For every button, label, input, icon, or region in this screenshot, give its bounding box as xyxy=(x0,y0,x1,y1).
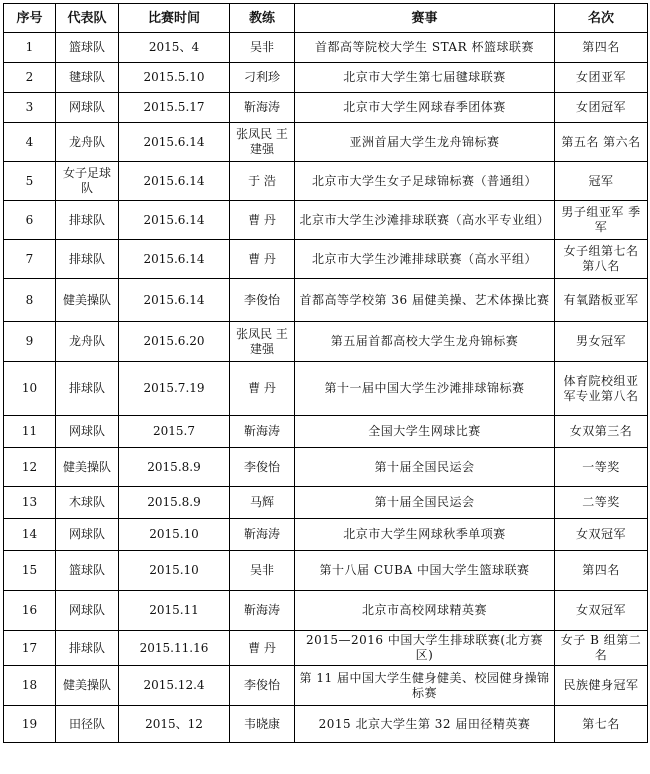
cell-event: 首都高等院校大学生 STAR 杯篮球联赛 xyxy=(295,33,555,63)
cell-index: 6 xyxy=(4,201,56,240)
cell-date: 2015.11.16 xyxy=(119,631,230,666)
header-date: 比赛时间 xyxy=(119,4,230,33)
cell-coach: 刁利珍 xyxy=(230,63,295,93)
cell-event: 首都高等学校第 36 届健美操、艺术体操比赛 xyxy=(295,279,555,322)
table-row xyxy=(4,666,648,706)
cell-team: 田径队 xyxy=(56,706,119,743)
cell-index: 12 xyxy=(4,448,56,487)
cell-event: 第 11 届中国大学生健身健美、校园健身操锦标赛 xyxy=(295,666,555,706)
cell-event: 全国大学生网球比赛 xyxy=(295,416,555,448)
table-row xyxy=(4,416,648,448)
cell-event: 第十届全国民运会 xyxy=(295,448,555,487)
cell-rank: 第五名 第六名 xyxy=(555,123,648,162)
cell-index: 1 xyxy=(4,33,56,63)
cell-index: 16 xyxy=(4,591,56,631)
cell-index: 8 xyxy=(4,279,56,322)
cell-team: 排球队 xyxy=(56,201,119,240)
table-row xyxy=(4,93,648,123)
cell-team: 排球队 xyxy=(56,631,119,666)
table-row xyxy=(4,487,648,519)
table-row xyxy=(4,240,648,279)
cell-index: 19 xyxy=(4,706,56,743)
table-row xyxy=(4,201,648,240)
cell-team: 网球队 xyxy=(56,93,119,123)
cell-date: 2015.5.10 xyxy=(119,63,230,93)
cell-team: 排球队 xyxy=(56,362,119,416)
cell-date: 2015.6.14 xyxy=(119,162,230,201)
cell-date: 2015.10 xyxy=(119,519,230,551)
cell-team: 女子足球队 xyxy=(56,162,119,201)
cell-event: 2015 北京大学生第 32 届田径精英赛 xyxy=(295,706,555,743)
cell-coach: 靳海涛 xyxy=(230,519,295,551)
cell-index: 11 xyxy=(4,416,56,448)
cell-event: 北京市大学生沙滩排球联赛（高水平专业组） xyxy=(295,201,555,240)
cell-coach: 靳海涛 xyxy=(230,591,295,631)
cell-team: 健美操队 xyxy=(56,666,119,706)
cell-coach: 靳海涛 xyxy=(230,93,295,123)
cell-date: 2015、4 xyxy=(119,33,230,63)
cell-date: 2015、12 xyxy=(119,706,230,743)
cell-date: 2015.6.14 xyxy=(119,123,230,162)
cell-team: 木球队 xyxy=(56,487,119,519)
cell-team: 龙舟队 xyxy=(56,322,119,362)
table-row xyxy=(4,362,648,416)
header-rank: 名次 xyxy=(555,4,648,33)
cell-rank: 女双冠军 xyxy=(555,591,648,631)
table-row xyxy=(4,162,648,201)
cell-rank: 民族健身冠军 xyxy=(555,666,648,706)
cell-event: 北京市大学生网球秋季单项赛 xyxy=(295,519,555,551)
cell-rank: 第七名 xyxy=(555,706,648,743)
table-row xyxy=(4,123,648,162)
table-row xyxy=(4,551,648,591)
cell-coach: 李俊怡 xyxy=(230,448,295,487)
cell-coach: 马辉 xyxy=(230,487,295,519)
cell-coach: 韦晓康 xyxy=(230,706,295,743)
cell-date: 2015.12.4 xyxy=(119,666,230,706)
cell-date: 2015.11 xyxy=(119,591,230,631)
cell-date: 2015.6.14 xyxy=(119,240,230,279)
cell-team: 篮球队 xyxy=(56,33,119,63)
cell-coach: 吴非 xyxy=(230,551,295,591)
cell-date: 2015.6.14 xyxy=(119,279,230,322)
cell-rank: 男子组亚军 季军 xyxy=(555,201,648,240)
cell-index: 13 xyxy=(4,487,56,519)
cell-team: 网球队 xyxy=(56,519,119,551)
cell-team: 网球队 xyxy=(56,416,119,448)
cell-team: 排球队 xyxy=(56,240,119,279)
table-row xyxy=(4,519,648,551)
table-row xyxy=(4,33,648,63)
awards-table xyxy=(3,3,648,743)
cell-date: 2015.6.20 xyxy=(119,322,230,362)
cell-event: 北京市高校网球精英赛 xyxy=(295,591,555,631)
cell-index: 15 xyxy=(4,551,56,591)
cell-team: 健美操队 xyxy=(56,279,119,322)
cell-date: 2015.10 xyxy=(119,551,230,591)
cell-rank: 冠军 xyxy=(555,162,648,201)
cell-coach: 张凤民 王建强 xyxy=(230,123,295,162)
cell-coach: 曹 丹 xyxy=(230,201,295,240)
cell-team: 毽球队 xyxy=(56,63,119,93)
cell-coach: 李俊怡 xyxy=(230,666,295,706)
header-row xyxy=(4,4,648,33)
cell-event: 2015—2016 中国大学生排球联赛(北方赛区) xyxy=(295,631,555,666)
cell-index: 17 xyxy=(4,631,56,666)
cell-event: 第五届首都高校大学生龙舟锦标赛 xyxy=(295,322,555,362)
header-coach: 教练 xyxy=(230,4,295,33)
cell-date: 2015.7.19 xyxy=(119,362,230,416)
cell-rank: 女双第三名 xyxy=(555,416,648,448)
cell-event: 北京市大学生网球春季团体赛 xyxy=(295,93,555,123)
cell-rank: 二等奖 xyxy=(555,487,648,519)
cell-coach: 曹 丹 xyxy=(230,240,295,279)
cell-rank: 女子 B 组第二名 xyxy=(555,631,648,666)
header-index: 序号 xyxy=(4,4,56,33)
cell-coach: 曹 丹 xyxy=(230,631,295,666)
cell-event: 第十八届 CUBA 中国大学生篮球联赛 xyxy=(295,551,555,591)
cell-event: 第十一届中国大学生沙滩排球锦标赛 xyxy=(295,362,555,416)
cell-rank: 有氧踏板亚军 xyxy=(555,279,648,322)
cell-index: 18 xyxy=(4,666,56,706)
table-row xyxy=(4,706,648,743)
cell-event: 北京市大学生沙滩排球联赛（高水平组） xyxy=(295,240,555,279)
cell-index: 3 xyxy=(4,93,56,123)
cell-event: 北京市大学生第七届毽球联赛 xyxy=(295,63,555,93)
cell-event: 北京市大学生女子足球锦标赛（普通组） xyxy=(295,162,555,201)
table-row xyxy=(4,63,648,93)
header-team: 代表队 xyxy=(56,4,119,33)
table-row xyxy=(4,279,648,322)
cell-rank: 体育院校组亚军专业第八名 xyxy=(555,362,648,416)
cell-date: 2015.7 xyxy=(119,416,230,448)
cell-rank: 女子组第七名 第八名 xyxy=(555,240,648,279)
cell-rank: 一等奖 xyxy=(555,448,648,487)
cell-event: 第十届全国民运会 xyxy=(295,487,555,519)
cell-rank: 第四名 xyxy=(555,551,648,591)
cell-rank: 男女冠军 xyxy=(555,322,648,362)
cell-rank: 女双冠军 xyxy=(555,519,648,551)
cell-index: 10 xyxy=(4,362,56,416)
cell-index: 5 xyxy=(4,162,56,201)
cell-date: 2015.8.9 xyxy=(119,448,230,487)
cell-team: 龙舟队 xyxy=(56,123,119,162)
cell-index: 7 xyxy=(4,240,56,279)
cell-coach: 李俊怡 xyxy=(230,279,295,322)
cell-index: 4 xyxy=(4,123,56,162)
cell-index: 2 xyxy=(4,63,56,93)
cell-date: 2015.8.9 xyxy=(119,487,230,519)
cell-index: 14 xyxy=(4,519,56,551)
table-row xyxy=(4,631,648,666)
cell-coach: 张凤民 王建强 xyxy=(230,322,295,362)
cell-rank: 女团亚军 xyxy=(555,63,648,93)
header-event: 赛事 xyxy=(295,4,555,33)
cell-coach: 靳海涛 xyxy=(230,416,295,448)
table-row xyxy=(4,448,648,487)
cell-date: 2015.5.17 xyxy=(119,93,230,123)
cell-rank: 女团冠军 xyxy=(555,93,648,123)
table-row xyxy=(4,591,648,631)
cell-team: 健美操队 xyxy=(56,448,119,487)
cell-team: 篮球队 xyxy=(56,551,119,591)
cell-rank: 第四名 xyxy=(555,33,648,63)
cell-coach: 曹 丹 xyxy=(230,362,295,416)
cell-index: 9 xyxy=(4,322,56,362)
table-body xyxy=(4,33,648,743)
cell-event: 亚洲首届大学生龙舟锦标赛 xyxy=(295,123,555,162)
table-row xyxy=(4,322,648,362)
cell-date: 2015.6.14 xyxy=(119,201,230,240)
cell-team: 网球队 xyxy=(56,591,119,631)
cell-coach: 于 浩 xyxy=(230,162,295,201)
cell-coach: 吴非 xyxy=(230,33,295,63)
